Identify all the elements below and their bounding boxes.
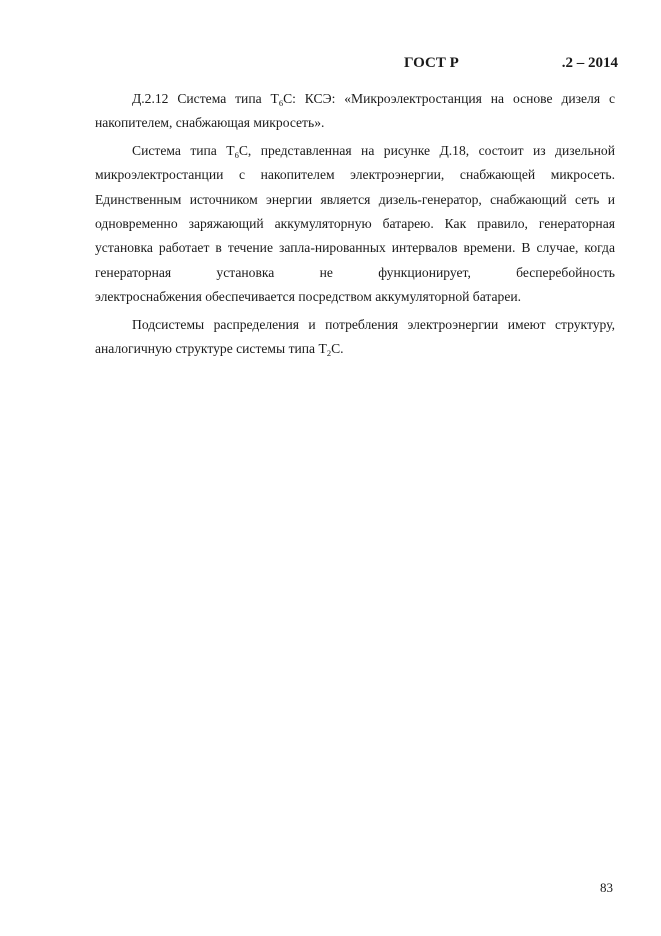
subscript: 6	[278, 98, 284, 108]
paragraph-last-line: электроснабжения обеспечивается посредством аккумуляторной батареи.	[95, 289, 522, 305]
paragraph-section-d2-12	[95, 87, 615, 136]
page-header	[404, 55, 618, 73]
page-number: 83	[600, 880, 613, 895]
paragraph-text: С: КСЭ: «Микроэлектростанция на основе дизеля с накопителем, снабжающая микросеть».	[95, 91, 615, 131]
standard-number: .2 – 2014	[561, 55, 618, 71]
paragraph-system-description	[95, 139, 615, 310]
document-body	[95, 87, 615, 364]
subscript: 2	[326, 348, 332, 359]
paragraph-justified-part	[95, 139, 615, 285]
paragraph-text: С.	[331, 341, 344, 357]
paragraph-text: С, представленная на рисунке Д.18, состоит из дизельной микроэлектростанции с накопителем электроэнергии, снабжающей микросеть. Единственным источником энергии является дизель-генератор, снабжающий сеть и одновременно заряжающий аккумуляторную батарею. Как правило, генераторная установка работает в течение запла-нированных интервалов времени. В случае, когда генераторная установка не функционирует, бесперебойность	[95, 142, 615, 280]
paragraph-text: Д.2.12 Система типа Т	[132, 91, 279, 106]
standard-designation: ГОСТ Р	[404, 55, 459, 71]
subscript: 6	[234, 149, 239, 160]
paragraph-text: Подсистемы распределения и потребления электроэнергии имеют структуру, аналогичную структуре системы типа Т	[95, 316, 615, 357]
paragraph-text: Система типа Т	[132, 142, 235, 158]
paragraph-subsystems	[95, 313, 615, 362]
